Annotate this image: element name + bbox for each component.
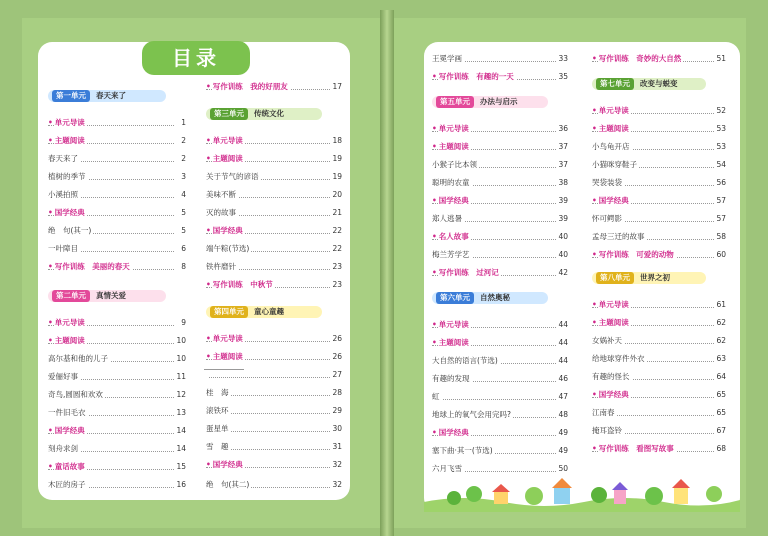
entry-label: 六月飞雪 xyxy=(432,464,462,473)
page-number: 44 xyxy=(558,320,568,329)
page-number: 33 xyxy=(558,54,568,63)
unit-name: 春天来了 xyxy=(96,91,126,100)
unit-name: 童心童趣 xyxy=(254,307,284,316)
dot-leader xyxy=(432,390,556,400)
page-number: 39 xyxy=(558,214,568,223)
entry-label: 植树的季节 xyxy=(48,172,86,181)
entry-label: • 国学经典 xyxy=(592,194,631,208)
toc-entry[interactable] xyxy=(432,158,568,172)
page-number: 21 xyxy=(332,208,342,217)
toc-entry[interactable] xyxy=(48,370,186,384)
entry-label: • 写作训练 过河记 xyxy=(432,266,501,280)
entry-label: • 写作训练 中秋节 xyxy=(206,278,275,292)
toc-entry[interactable] xyxy=(48,224,186,238)
toc-category-entry[interactable] xyxy=(206,458,342,472)
entry-label: • 国学经典 xyxy=(592,388,631,402)
page-number: 5 xyxy=(181,226,186,235)
book-gutter xyxy=(380,10,394,536)
entry-label: 地球上的氧气会用完吗? xyxy=(432,410,511,419)
entry-label: • 国学经典 xyxy=(48,206,87,220)
page-number: 16 xyxy=(176,480,186,489)
toc-entry[interactable] xyxy=(48,406,186,420)
entry-label: 奇鸟,圆圆和欢欢 xyxy=(48,390,103,399)
toc-entry[interactable] xyxy=(48,188,186,202)
entry-label: • 主题阅读 xyxy=(48,334,87,348)
unit-tag: 第四单元 xyxy=(210,306,248,318)
entry-label: • 名人故事 xyxy=(432,230,471,244)
entry-label: 给地球穿件外衣 xyxy=(592,354,645,363)
unit-tag: 第二单元 xyxy=(52,290,90,302)
toc-category-entry[interactable] xyxy=(48,424,186,438)
entry-label: • 单元导读 xyxy=(592,104,631,118)
entry-label: • 主题阅读 xyxy=(432,336,471,350)
entry-label: • 童话故事 xyxy=(48,460,87,474)
toc-category-entry[interactable] xyxy=(206,278,342,292)
toc-entry[interactable] xyxy=(432,354,568,368)
page-number: 4 xyxy=(181,190,186,199)
entry-label: 灭的故事 xyxy=(206,208,236,217)
toc-entry[interactable] xyxy=(48,170,186,184)
toc-category-entry[interactable] xyxy=(592,442,726,456)
toc-entry[interactable] xyxy=(206,368,342,382)
entry-label: • 单元导读 xyxy=(48,316,87,330)
entry-label: 高尔基和他的儿子 xyxy=(48,354,108,363)
toc-entry[interactable] xyxy=(206,260,342,274)
toc-category-entry[interactable] xyxy=(432,140,568,154)
page-number: 31 xyxy=(332,442,342,451)
page-number: 20 xyxy=(332,190,342,199)
unit-name: 传统文化 xyxy=(254,109,284,118)
toc-entry[interactable] xyxy=(432,248,568,262)
toc-entry[interactable] xyxy=(432,212,568,226)
entry-label: • 单元导读 xyxy=(206,332,245,346)
entry-label: • 国学经典 xyxy=(432,194,471,208)
toc-entry[interactable] xyxy=(48,152,186,166)
unit-name: 自然奥秘 xyxy=(480,293,510,302)
toc-entry[interactable] xyxy=(432,408,568,422)
page-number: 15 xyxy=(176,462,186,471)
entry-label: • 主题阅读 xyxy=(592,316,631,330)
page-number: 48 xyxy=(558,410,568,419)
unit-heading xyxy=(48,290,166,302)
unit-heading xyxy=(206,108,322,120)
toc-category-entry[interactable] xyxy=(48,206,186,220)
page-number: 14 xyxy=(176,426,186,435)
page-number: 44 xyxy=(558,338,568,347)
toc-entry[interactable] xyxy=(48,442,186,456)
page-number: 22 xyxy=(332,226,342,235)
page-number: 60 xyxy=(716,250,726,259)
toc-category-entry[interactable] xyxy=(592,194,726,208)
entry-label: • 主题阅读 xyxy=(206,152,245,166)
unit-tag: 第六单元 xyxy=(436,292,474,304)
entry-label: • 国学经典 xyxy=(206,224,245,238)
toc-category-entry[interactable] xyxy=(206,332,342,346)
page-number: 10 xyxy=(176,336,186,345)
entry-label: 小鸟龟开店 xyxy=(592,142,630,151)
page-number: 52 xyxy=(716,106,726,115)
entry-label: • 主题阅读 xyxy=(432,140,471,154)
toc-entry[interactable] xyxy=(592,424,726,438)
entry-label: • 单元导读 xyxy=(48,116,87,130)
entry-label: • 主题阅读 xyxy=(48,134,87,148)
page-number: 49 xyxy=(558,446,568,455)
entry-label: 有趣的发现 xyxy=(432,374,470,383)
page-title: 目录 xyxy=(142,41,250,75)
toc-entry[interactable] xyxy=(206,440,342,454)
page-number: 27 xyxy=(332,370,342,379)
entry-label: 滚铁环 xyxy=(206,406,229,415)
page-number: 28 xyxy=(332,388,342,397)
page-number: 50 xyxy=(558,464,568,473)
entry-label: 掩耳盗铃 xyxy=(592,426,622,435)
entry-label: • 单元导读 xyxy=(432,122,471,136)
page-number: 11 xyxy=(176,372,186,381)
toc-category-entry[interactable] xyxy=(206,152,342,166)
toc-category-entry[interactable] xyxy=(592,122,726,136)
page-number: 36 xyxy=(558,124,568,133)
toc-entry[interactable] xyxy=(592,230,726,244)
page-number: 46 xyxy=(558,374,568,383)
toc-entry[interactable] xyxy=(48,478,186,492)
entry-label: 大自然的语言(节选) xyxy=(432,356,498,365)
toc-category-entry[interactable] xyxy=(592,52,726,66)
entry-label: 聪明的农童 xyxy=(432,178,470,187)
entry-label: • 主题阅读 xyxy=(592,122,631,136)
page-number: 42 xyxy=(558,268,568,277)
toc-category-entry[interactable] xyxy=(206,224,342,238)
entry-label: • 写作训练 我的好朋友 xyxy=(206,80,290,94)
page-number: 65 xyxy=(716,408,726,417)
entry-label: 关于节气的谚语 xyxy=(206,172,259,181)
toc-category-entry[interactable] xyxy=(206,134,342,148)
page-number: 56 xyxy=(716,178,726,187)
page-number: 39 xyxy=(558,196,568,205)
entry-label: 有趣的怪长 xyxy=(592,372,630,381)
toc-entry[interactable] xyxy=(432,444,568,458)
entry-label: • 主题阅读 xyxy=(206,350,245,364)
page-number: 26 xyxy=(332,334,342,343)
entry-label: • 国学经典 xyxy=(48,424,87,438)
toc-category-entry[interactable] xyxy=(432,70,568,84)
entry-label: 木匠的房子 xyxy=(48,480,86,489)
unit-heading xyxy=(592,78,706,90)
toc-entry[interactable] xyxy=(206,478,342,492)
page-number: 47 xyxy=(558,392,568,401)
toc-category-entry[interactable] xyxy=(48,116,186,130)
toc-entry[interactable] xyxy=(592,370,726,384)
page-number: 35 xyxy=(558,72,568,81)
toc-category-entry[interactable] xyxy=(48,260,186,274)
page-number: 65 xyxy=(716,390,726,399)
entry-label: 孟母三迁的故事 xyxy=(592,232,645,241)
page-number: 63 xyxy=(716,354,726,363)
entry-label: 小溪拍照 xyxy=(48,190,78,199)
toc-entry[interactable] xyxy=(206,242,342,256)
page-number: 6 xyxy=(181,244,186,253)
entry-label: • 写作训练 有趣的一天 xyxy=(432,70,516,84)
page-number: 37 xyxy=(558,142,568,151)
page-number: 26 xyxy=(332,352,342,361)
entry-label: 塞下曲·其一(节选) xyxy=(432,446,493,455)
page-number: 29 xyxy=(332,406,342,415)
page-number: 58 xyxy=(716,232,726,241)
entry-label: 小猫咪穿鞋子 xyxy=(592,160,637,169)
toc-entry[interactable] xyxy=(206,170,342,184)
page-number: 32 xyxy=(332,480,342,489)
entry-label: 刻舟求剑 xyxy=(48,444,78,453)
entry-label: • 单元导读 xyxy=(592,298,631,312)
page-number: 61 xyxy=(716,300,726,309)
unit-heading xyxy=(432,96,548,108)
entry-label: 怀可鳄影 xyxy=(592,214,622,223)
page-number: 18 xyxy=(332,136,342,145)
toc-entry[interactable] xyxy=(432,52,568,66)
page-number: 2 xyxy=(181,154,186,163)
page-number: 68 xyxy=(716,444,726,453)
page-number: 40 xyxy=(558,250,568,259)
entry-label: • 单元导读 xyxy=(206,134,245,148)
page-number: 32 xyxy=(332,460,342,469)
entry-label: 绝 句(其一) xyxy=(48,226,92,235)
entry-label: • 写作训练 看图写故事 xyxy=(592,442,676,456)
page-number: 19 xyxy=(332,154,342,163)
toc-category-entry[interactable] xyxy=(592,298,726,312)
page-number: 53 xyxy=(716,142,726,151)
page-number: 54 xyxy=(716,160,726,169)
unit-tag: 第三单元 xyxy=(210,108,248,120)
toc-category-entry[interactable] xyxy=(432,230,568,244)
toc-entry[interactable] xyxy=(592,158,726,172)
page-number: 51 xyxy=(716,54,726,63)
entry-label: • 写作训练 美丽的春天 xyxy=(48,260,132,274)
page-number: 49 xyxy=(558,428,568,437)
page-number: 40 xyxy=(558,232,568,241)
unit-name: 真情关爱 xyxy=(96,291,126,300)
toc-entry[interactable] xyxy=(592,406,726,420)
unit-heading xyxy=(48,90,166,102)
entry-label: • 国学经典 xyxy=(206,458,245,472)
entry-label: • 写作训练 可爱的动物 xyxy=(592,248,676,262)
toc-category-entry[interactable] xyxy=(48,316,186,330)
entry-label: 江南春 xyxy=(592,408,615,417)
unit-tag: 第五单元 xyxy=(436,96,474,108)
page-number: 5 xyxy=(181,208,186,217)
toc-entry[interactable] xyxy=(592,176,726,190)
toc-entry[interactable] xyxy=(592,212,726,226)
toc-entry[interactable] xyxy=(48,242,186,256)
entry-label: 爱俪好事 xyxy=(48,372,78,381)
toc-category-entry[interactable] xyxy=(592,248,726,262)
page-number: 17 xyxy=(332,82,342,91)
toc-category-entry[interactable] xyxy=(592,316,726,330)
toc-entry[interactable] xyxy=(432,390,568,404)
entry-label: 郑人逃暑 xyxy=(432,214,462,223)
page-number: 62 xyxy=(716,336,726,345)
toc-entry[interactable] xyxy=(206,206,342,220)
toc-entry[interactable] xyxy=(432,372,568,386)
toc-category-entry[interactable] xyxy=(48,134,186,148)
village-illustration xyxy=(424,472,740,512)
entry-label: 雪 趣 xyxy=(206,442,229,451)
unit-tag: 第七单元 xyxy=(596,78,634,90)
toc-category-entry[interactable] xyxy=(206,80,342,94)
toc-entry[interactable] xyxy=(206,188,342,202)
toc-category-entry[interactable] xyxy=(432,266,568,280)
toc-category-entry[interactable] xyxy=(432,122,568,136)
toc-category-entry[interactable] xyxy=(432,426,568,440)
toc-category-entry[interactable] xyxy=(48,334,186,348)
toc-category-entry[interactable] xyxy=(432,336,568,350)
entry-label: 女娲补天 xyxy=(592,336,622,345)
page-number: 1 xyxy=(181,118,186,127)
page-number: 19 xyxy=(332,172,342,181)
unit-heading xyxy=(432,292,548,304)
toc-category-entry[interactable] xyxy=(432,194,568,208)
unit-heading xyxy=(206,306,322,318)
page-number: 64 xyxy=(716,372,726,381)
entry-label: • 国学经典 xyxy=(432,426,471,440)
page-number: 62 xyxy=(716,318,726,327)
unit-name: 办法与启示 xyxy=(480,97,518,106)
page-number: 14 xyxy=(176,444,186,453)
entry-label: 王冕学画 xyxy=(432,54,462,63)
toc-category-entry[interactable] xyxy=(48,460,186,474)
page-number: 57 xyxy=(716,214,726,223)
toc-entry[interactable] xyxy=(206,422,342,436)
toc-entry[interactable] xyxy=(592,352,726,366)
entry-label: 端午粽(节选) xyxy=(206,244,250,253)
entry-label: 一件旧毛衣 xyxy=(48,408,86,417)
page-number: 8 xyxy=(181,262,186,271)
toc-entry[interactable] xyxy=(432,176,568,190)
page-number: 22 xyxy=(332,244,342,253)
toc-entry[interactable] xyxy=(592,334,726,348)
entry-label xyxy=(206,368,208,382)
entry-label: 春天来了 xyxy=(48,154,78,163)
entry-label: 一叶障目 xyxy=(48,244,78,253)
unit-tag: 第一单元 xyxy=(52,90,90,102)
page-number: 44 xyxy=(558,356,568,365)
toc-entry[interactable] xyxy=(48,388,186,402)
page-number: 13 xyxy=(176,408,186,417)
page-number: 57 xyxy=(716,196,726,205)
entry-label: 虹 xyxy=(432,392,440,401)
toc-entry[interactable] xyxy=(206,386,342,400)
page-number: 23 xyxy=(332,262,342,271)
unit-heading xyxy=(592,272,706,284)
entry-label: • 单元导读 xyxy=(432,318,471,332)
toc-category-entry[interactable] xyxy=(206,350,342,364)
page-number: 9 xyxy=(181,318,186,327)
toc-category-entry[interactable] xyxy=(592,104,726,118)
page-number: 23 xyxy=(332,280,342,289)
entry-label: 绝 句(其二) xyxy=(206,480,250,489)
unit-name: 世界之初 xyxy=(640,273,670,282)
page-number: 12 xyxy=(176,390,186,399)
page-number: 30 xyxy=(332,424,342,433)
entry-label: • 写作训练 奇妙的大自然 xyxy=(592,52,683,66)
page-number: 38 xyxy=(558,178,568,187)
page-number: 3 xyxy=(181,172,186,181)
page-number: 53 xyxy=(716,124,726,133)
entry-label: 美味不断 xyxy=(206,190,236,199)
unit-tag: 第八单元 xyxy=(596,272,634,284)
page-number: 10 xyxy=(176,354,186,363)
page-number: 2 xyxy=(181,136,186,145)
page-number: 67 xyxy=(716,426,726,435)
entry-label: 小猴子比本领 xyxy=(432,160,477,169)
toc-entry[interactable] xyxy=(206,404,342,418)
blank-entry-line xyxy=(204,369,244,370)
entry-label: 桂 海 xyxy=(206,388,229,397)
entry-label: 哭袋装袋 xyxy=(592,178,622,187)
page-number: 37 xyxy=(558,160,568,169)
unit-name: 改变与蜕变 xyxy=(640,79,678,88)
toc-entry[interactable] xyxy=(592,140,726,154)
toc-category-entry[interactable] xyxy=(592,388,726,402)
entry-label: 蛋星单 xyxy=(206,424,229,433)
entry-label: 铁杵磨针 xyxy=(206,262,236,271)
entry-label: 梅兰芳学艺 xyxy=(432,250,470,259)
toc-entry[interactable] xyxy=(48,352,186,366)
toc-category-entry[interactable] xyxy=(432,318,568,332)
